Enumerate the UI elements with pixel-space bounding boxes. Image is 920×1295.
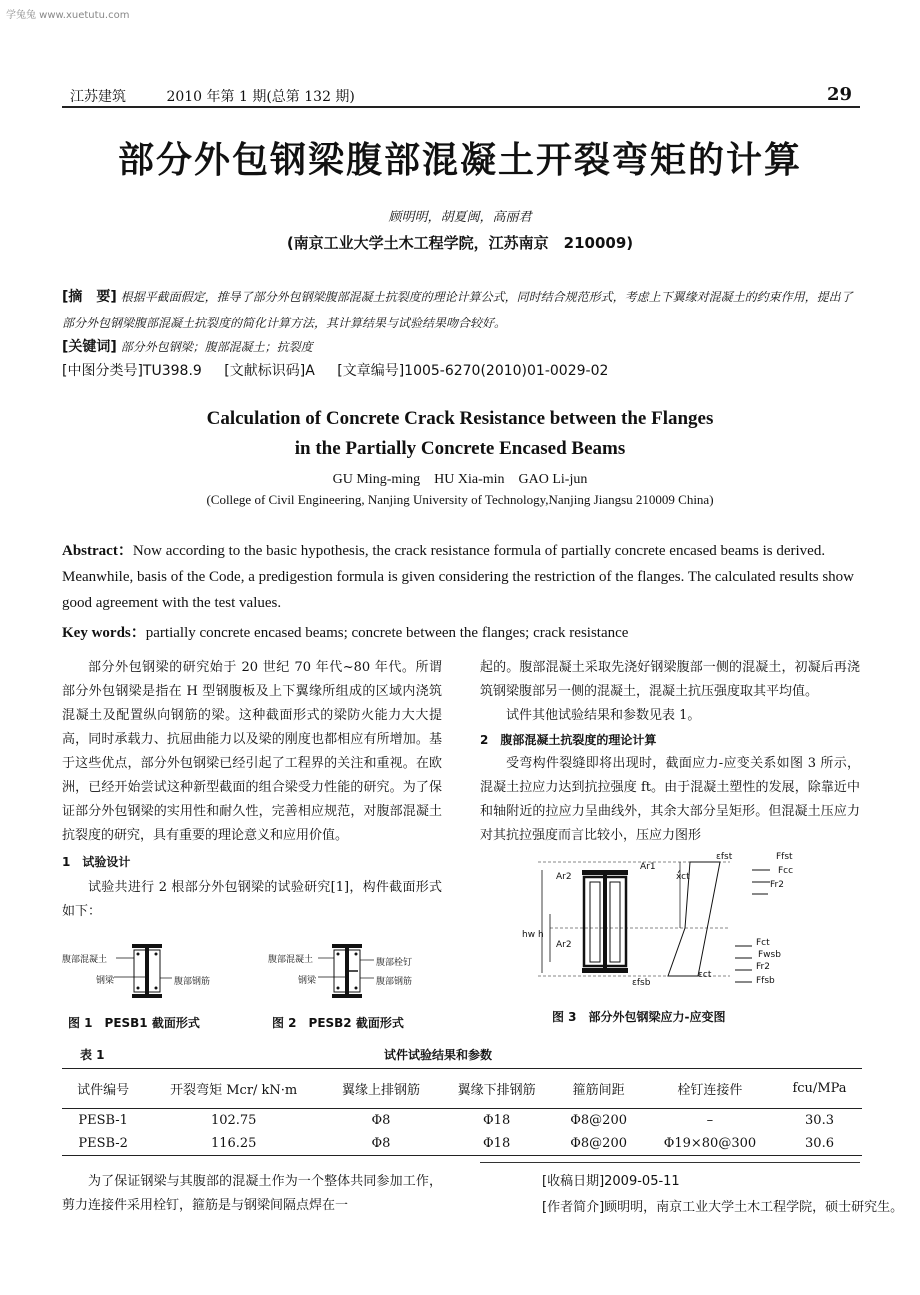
bottom-left-text: [62, 1170, 442, 1218]
table-cell: Φ18: [439, 1132, 555, 1156]
left-paragraph-1: 部分外包钢梁的研究始于 20 世纪 70 年代~80 年代。所谓部分外包钢梁是指在 H 型钢腹板及上下翼缘所组成的区域内浇筑混凝土及配置纵向钢筋的梁。这种截面形式的梁防火能力大大提高，同时承载力、抗屈曲能力以及梁的刚度也都相应有所增加。基于这些优点，部分外包钢梁已经引起了工程界的关注和重视。在欧洲，已经开始尝试这种新型截面的组合梁受力性能的研究。为了保证部分外包钢梁的实用性和耐久性，完善相应规范，对腹部混凝土抗裂度的研究，具有重要的理论意义和应用价值。: [62, 660, 442, 843]
left-paragraph-2: 试验共进行 2 根部分外包钢梁的试验研究[1]，构件截面形式如下：: [62, 880, 442, 919]
english-authors: GU Ming-ming HU Xia-min GAO Li-jun: [332, 472, 588, 487]
table-row: [62, 1109, 862, 1133]
table1-header: 开裂弯矩 Mcr/ kN·m: [144, 1069, 323, 1109]
table1-title: 试件试验结果和参数: [384, 1048, 493, 1062]
header-rule: [62, 106, 860, 108]
author-bio: [作者简介]顾明明，南京工业大学土木工程学院，硕士研究生。: [542, 1200, 904, 1215]
english-keywords-label: Key words: [62, 625, 131, 641]
table1-header: fcu/MPa: [777, 1069, 862, 1109]
classification: [62, 360, 626, 380]
fig3-label-ar2-bot: Ar2: [556, 940, 572, 950]
running-header: [70, 86, 391, 106]
fig2-label-stud: 腹部栓钉: [376, 958, 413, 968]
fig2-caption: 图 2 PESB2 截面形式: [272, 1016, 404, 1030]
table1-header: 栓钉连接件: [643, 1069, 777, 1109]
issue-info: 2010 年第 1 期(总第 132 期): [166, 89, 355, 105]
fig1-caption: 图 1 PESB1 截面形式: [68, 1016, 200, 1030]
fig3-label-fct: Fct: [756, 938, 770, 948]
table-cell: 102.75: [210, 1113, 257, 1128]
table-cell: Φ8@200: [554, 1132, 642, 1156]
right-paragraph-2: 试件其他试验结果和参数见表 1。: [506, 708, 701, 723]
english-abstract: Abstract：Now according to the basic hypothesis, the crack resistance formula of partially concrete encased beams is derived. Meanwhile, basis of the Code, a predigestion formula is given considering the restriction of the flanges. The calculated results show good agreement with the test values. Key words：partially concrete encased beams; concrete between the flanges; crack resistance: [62, 543, 855, 641]
abstract-cn: [62, 284, 862, 336]
section-1-heading: 1 试验设计: [62, 855, 131, 869]
bottom-left-paragraph: 为了保证钢梁与其腹部的混凝土作为一个整体共同参加工作，剪力连接件采用栓钉，箍筋是与钢梁间隔点焊在一: [62, 1174, 442, 1213]
table-cell: 30.6: [777, 1132, 862, 1156]
fig3-label-fr2-bot: Fr2: [756, 962, 770, 972]
authors: 顾明明，胡夏闽，高丽君: [388, 210, 532, 225]
fig2-label-rebar: 腹部钢筋: [376, 977, 413, 987]
table-cell: PESB-2: [62, 1132, 144, 1156]
abstract-cn-label: [摘 要]: [62, 289, 117, 305]
fig1-label-steel: 钢梁: [96, 976, 115, 986]
table-cell: PESB-1: [78, 1113, 128, 1128]
fig1-label-concrete: 腹部混凝土: [62, 955, 108, 965]
fig3-label-efst: εfst: [716, 852, 733, 862]
table1-header: 翼缘下排钢筋: [439, 1069, 555, 1109]
english-title-line1: Calculation of Concrete Crack Resistance between the Flanges: [206, 408, 714, 429]
table-cell: 116.25: [144, 1132, 323, 1156]
fig3-label-ar1: Ar1: [640, 862, 656, 872]
keywords-cn-text: 部分外包钢梁；腹部混凝土；抗裂度: [120, 340, 313, 354]
left-column: [62, 656, 442, 924]
fig3-label-xct: xct: [676, 872, 690, 882]
table1-header: 翼缘上排钢筋: [323, 1069, 439, 1109]
english-affiliation: (College of Civil Engineering, Nanjing University of Technology,Nanjing Jiangsu 210009 China): [206, 492, 714, 507]
fig3-label-efsb: εfsb: [632, 978, 651, 988]
english-abstract-label: Abstract: [62, 543, 118, 559]
table1-header: 试件编号: [62, 1069, 144, 1109]
fig3-caption: 图 3 部分外包钢梁应力-应变图: [552, 1010, 726, 1024]
fig2-section-drawing: [332, 944, 362, 998]
keywords-cn: [62, 336, 313, 356]
clc-number: [中图分类号]TU398.9: [62, 363, 202, 379]
table-cell: Φ8: [371, 1113, 391, 1128]
table-cell: Φ8: [323, 1132, 439, 1156]
article-number: [文章编号]1005-6270(2010)01-0029-02: [337, 363, 609, 379]
fig1-label-rebar: 腹部钢筋: [174, 977, 211, 987]
received-date: [收稿日期]2009-05-11: [542, 1174, 680, 1189]
watermark: 学兔兔 www.xuetutu.com: [6, 10, 130, 21]
table-cell: –: [706, 1113, 714, 1128]
section-2-heading: 2 腹部混凝土抗裂度的理论计算: [480, 733, 657, 747]
table1-label: 表 1: [80, 1048, 105, 1062]
keywords-cn-label: [关键词]: [62, 339, 117, 355]
fig2-label-steel: 钢梁: [298, 976, 317, 986]
fig3-label-fwsb: Fwsb: [758, 950, 781, 960]
english-keywords-text: partially concrete encased beams; concrete between the flanges; crack resistance: [145, 625, 629, 641]
english-abstract-text: Now according to the basic hypothesis, the crack resistance formula of partially concrete encased beams is derived. Meanwhile, basis of the Code, a predigestion formula is given considering the restriction of the flanges. The calculated results show good agreement with the test values.: [62, 543, 855, 611]
table-cell: Φ18: [483, 1113, 511, 1128]
fig2-label-concrete: 腹部混凝土: [268, 955, 314, 965]
english-title-line2: in the Partially Concrete Encased Beams: [294, 438, 626, 459]
fig1-fig2-drawing: [62, 940, 442, 1002]
affiliation: (南京工业大学土木工程学院，江苏南京 210009): [286, 234, 634, 252]
table-cell: Φ19×80@300: [643, 1132, 777, 1156]
fig3-label-ffsb: Ffsb: [756, 976, 775, 986]
journal-name: 江苏建筑: [70, 89, 126, 105]
document-code: [文献标识码]A: [224, 363, 315, 379]
fig1-section-drawing: [132, 944, 162, 998]
table-cell: Φ8@200: [570, 1113, 627, 1128]
page-number: 29: [826, 84, 852, 105]
paper-title: 部分外包钢梁腹部混凝土开裂弯矩的计算: [117, 140, 802, 181]
fig3-label-h: h: [538, 930, 544, 940]
fig3-label-ar2-top: Ar2: [556, 872, 572, 882]
table1-header: 箍筋间距: [554, 1069, 642, 1109]
table1: [62, 1068, 862, 1156]
fig3-label-hw: hw: [522, 930, 536, 940]
footnote-rule: [480, 1162, 860, 1163]
fig3-label-fr2-top: Fr2: [770, 880, 784, 890]
right-paragraph-3: 受弯构件裂缝即将出现时，截面应力-应变关系如图 3 所示，混凝土拉应力达到抗拉强度 ft。由于混凝土塑性的发展，除靠近中和轴附近的拉应力呈曲线外，其余大部分呈矩形。但混凝土压应力对其抗拉强度而言比较小，压应力图形: [480, 756, 860, 843]
right-column: [480, 656, 860, 848]
table-cell: 30.3: [805, 1113, 834, 1128]
table1-header-row: [62, 1069, 862, 1109]
table-row: [62, 1132, 862, 1156]
abstract-cn-text: 根据平截面假定，推导了部分外包钢梁腹部混凝土抗裂度的理论计算公式，同时结合规范形式，考虑上下翼缘对混凝土的约束作用，提出了部分外包钢梁腹部混凝土抗裂度的简化计算方法，其计算结果与试验结果吻合较好。: [62, 290, 853, 330]
fig3-label-ffst: Ffst: [776, 852, 793, 862]
fig3-section: [582, 870, 628, 973]
fig3-label-ect: εct: [698, 970, 712, 980]
right-paragraph-1: 起的。腹部混凝土采取先浇好钢梁腹部一侧的混凝土，初凝后再浇筑钢梁腹部另一侧的混凝土，混凝土抗压强度取其平均值。: [480, 660, 860, 699]
fig3-label-fcc: Fcc: [778, 866, 794, 876]
